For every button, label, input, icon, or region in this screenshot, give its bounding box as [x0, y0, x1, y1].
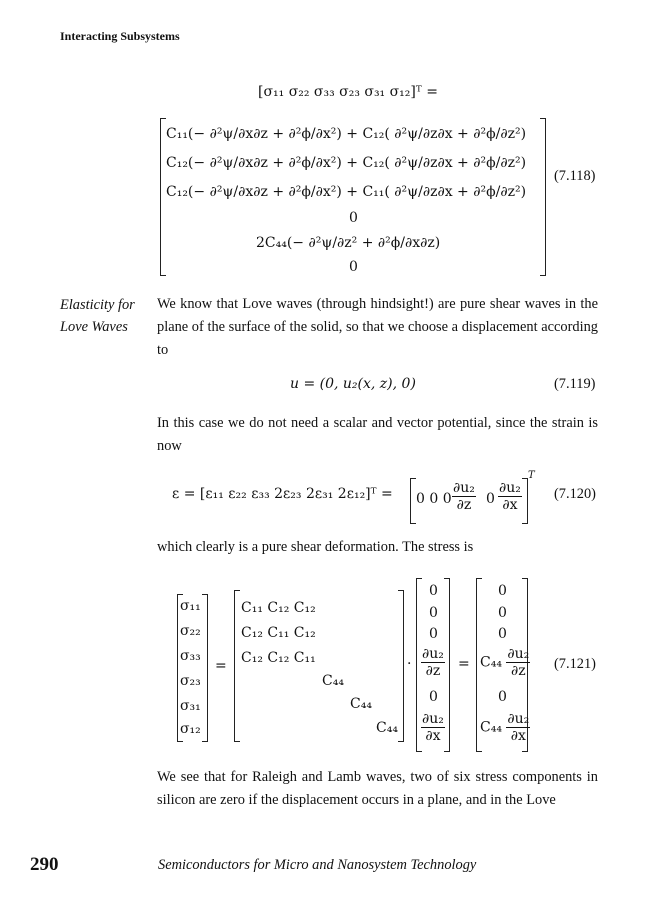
eq121-c44-1: C₄₄ — [322, 673, 344, 689]
eq120-lhs: ε = [ε₁₁ ε₂₂ ε₃₃ 2ε₂₃ 2ε₃₁ 2ε₁₂]ᵀ = — [172, 486, 393, 502]
eq121-result6-num: ∂u₂ — [507, 711, 530, 727]
eq121-result4-den: ∂z — [511, 663, 526, 679]
eq121-result-2: 0 — [498, 605, 507, 621]
page-number: 290 — [30, 854, 59, 875]
side-note: Elasticity for Love Waves — [60, 297, 135, 335]
eq118-right-bracket — [540, 118, 546, 276]
eq121-result-1: 0 — [498, 583, 507, 599]
book-title: Semiconductors for Micro and Nanosystem Technology — [158, 857, 477, 873]
eq121-strain-6 — [421, 711, 445, 744]
eq119-number: (7.119) — [554, 376, 596, 392]
eq120-zero-mid: 0 — [486, 491, 495, 507]
eq119-expr: u = (0, u₂(x, z), 0) — [290, 376, 416, 392]
eq121-matrix-right-bracket — [398, 590, 404, 742]
eq121-result-4 — [480, 646, 530, 679]
eq121-sigma-left-bracket — [177, 594, 183, 742]
eq121-sigma-1: σ₁₁ — [180, 598, 201, 614]
paragraph-4: We see that for Raleigh and Lamb waves, two of six stress components in silicon are zero if the displacement occurs in a plane, and in the Love — [157, 769, 598, 808]
eq121-sigma-3: σ₃₃ — [180, 648, 201, 664]
eq120-transpose-sup: T — [528, 470, 535, 481]
eq121-sigma-4: σ₂₃ — [180, 673, 201, 689]
eq121-matrix-left-bracket — [234, 590, 240, 742]
eq121-strain-5: 0 — [429, 689, 438, 705]
eq121-strain6-den: ∂x — [425, 728, 441, 744]
eq121-result-6 — [480, 711, 530, 744]
paragraph-2: In this case we do not need a scalar and vector potential, since the strain is now — [157, 415, 598, 454]
eq121-sigma-5: σ₃₁ — [180, 698, 201, 714]
eq118-row-5: 2C₄₄(− ∂²ψ/∂z² + ∂²ϕ/∂x∂z) — [256, 235, 441, 251]
eq118-row-2: C₁₂(− ∂²ψ/∂x∂z + ∂²ϕ/∂x²) + C₁₂( ∂²ψ/∂z∂x + ∂²ϕ/∂z²) — [166, 155, 527, 171]
eq121-result-5: 0 — [498, 689, 507, 705]
eq121-result-3: 0 — [498, 626, 507, 642]
eq118-lhs: [σ₁₁ σ₂₂ σ₃₃ σ₂₃ σ₃₁ σ₁₂]ᵀ = — [258, 84, 438, 100]
eq120-right-bracket — [522, 478, 528, 524]
eq121-equals-2: = — [458, 656, 470, 672]
eq120-frac1-num: ∂u₂ — [453, 480, 475, 496]
eq121-result4-num: ∂u₂ — [507, 646, 530, 662]
eq121-strain-2: 0 — [429, 605, 438, 621]
eq121-stiff-row-3: C₁₂ C₁₂ C₁₁ — [241, 650, 316, 666]
eq121-strain-1: 0 — [429, 583, 438, 599]
running-header: Interacting Subsystems — [60, 29, 180, 43]
eq118-row-4: 0 — [349, 210, 358, 226]
eq121-number: (7.121) — [554, 656, 596, 672]
eq120-frac-1 — [452, 480, 476, 513]
eq121-sigma-2: σ₂₂ — [180, 623, 201, 639]
eq120-frac2-num: ∂u₂ — [499, 480, 521, 496]
eq121-c44-3: C₄₄ — [376, 720, 398, 736]
eq121-strain4-num: ∂u₂ — [422, 646, 444, 662]
eq118-row-1: C₁₁(− ∂²ψ/∂x∂z + ∂²ϕ/∂x²) + C₁₂( ∂²ψ/∂z∂x + ∂²ϕ/∂z²) — [166, 126, 527, 142]
eq121-stiff-row-2: C₁₂ C₁₁ C₁₂ — [241, 625, 316, 641]
eq118-row-6: 0 — [349, 259, 358, 275]
paragraph-3: which clearly is a pure shear deformation. The stress is — [157, 539, 474, 555]
eq121-result6-c44: C₄₄ — [480, 719, 502, 736]
eq121-strain6-num: ∂u₂ — [422, 711, 444, 727]
eq121-sigma-right-bracket — [202, 594, 208, 742]
eq118-number: (7.118) — [554, 168, 596, 184]
eq120-zeros: 0 0 0 — [416, 491, 452, 507]
eq118-row-3: C₁₂(− ∂²ψ/∂x∂z + ∂²ϕ/∂x²) + C₁₁( ∂²ψ/∂z∂x + ∂²ϕ/∂z²) — [166, 184, 527, 200]
eq120-frac-2 — [498, 480, 522, 513]
eq120-frac1-den: ∂z — [456, 497, 472, 513]
eq121-strain-3: 0 — [429, 626, 438, 642]
eq121-equals-1: = — [215, 658, 227, 674]
eq120-frac2-den: ∂x — [502, 497, 518, 513]
eq121-strain-4 — [421, 646, 445, 679]
eq121-dot: · — [407, 656, 412, 672]
eq121-stiff-row-1: C₁₁ C₁₂ C₁₂ — [241, 600, 316, 616]
eq121-strain-right-bracket — [444, 578, 450, 752]
eq121-result4-c44: C₄₄ — [480, 654, 502, 671]
eq121-sigma-6: σ₁₂ — [180, 721, 201, 737]
eq121-result6-den: ∂x — [510, 728, 526, 744]
eq121-c44-2: C₄₄ — [350, 696, 372, 712]
eq120-number: (7.120) — [554, 486, 596, 502]
paragraph-1: We know that Love waves (through hindsight!) are pure shear waves in the plane of the surface of the solid, so that we choose a displacement according to — [157, 296, 598, 358]
eq121-strain4-den: ∂z — [425, 663, 441, 679]
